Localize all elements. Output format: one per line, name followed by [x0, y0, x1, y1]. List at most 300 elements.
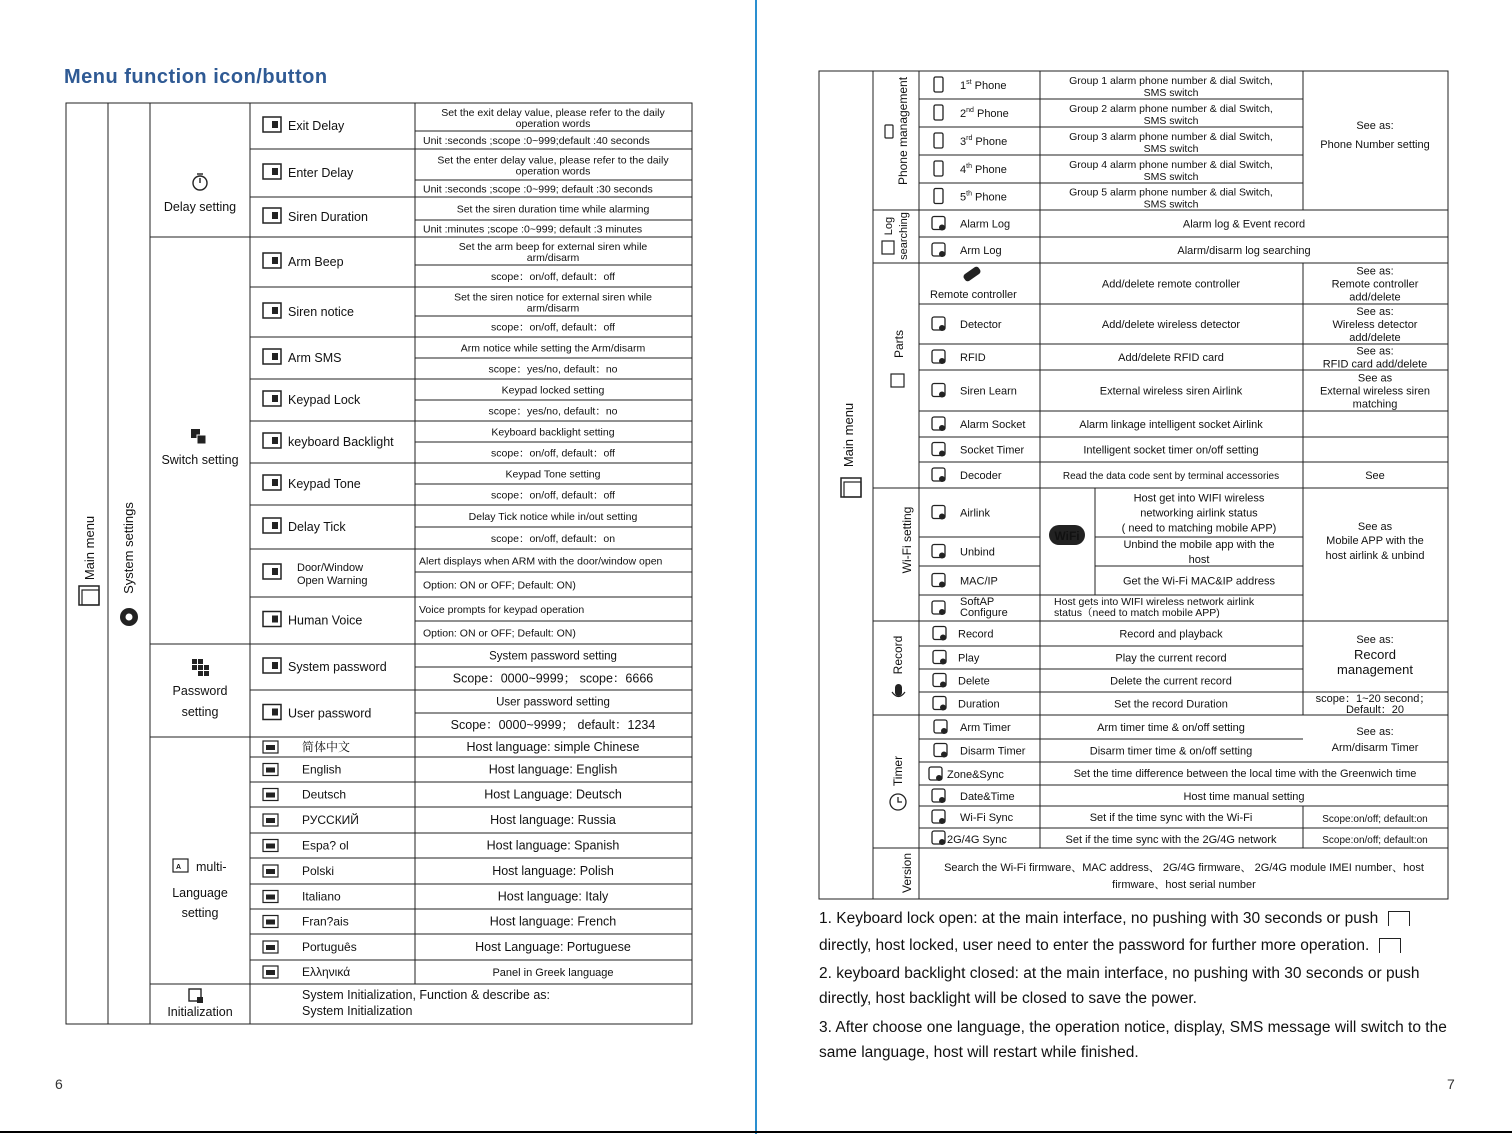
- timer-name: Arm Timer: [960, 722, 1011, 734]
- item-icon: [932, 350, 945, 364]
- note-3-line-1: 3. After choose one language, the operation notice, display, SMS message will switch to the: [819, 1019, 1447, 1036]
- setting-name: Enter Delay: [288, 166, 354, 180]
- page-title: Menu function icon/button: [64, 66, 328, 88]
- language-name: Espa? ol: [302, 838, 349, 853]
- section-log-label-1: Log: [883, 216, 895, 236]
- language-icon: [263, 789, 278, 801]
- item-icon: [932, 468, 945, 482]
- phone-row[interactable]: [934, 131, 1273, 155]
- part-name: Decoder: [960, 470, 1002, 482]
- part-desc: Intelligent socket timer on/off setting: [1083, 444, 1259, 457]
- part-desc: External wireless siren Airlink: [1099, 385, 1243, 398]
- part-see-see2: Wireless detector: [1332, 319, 1418, 331]
- language-name: English: [302, 762, 342, 777]
- setting-desc: User password setting: [496, 696, 610, 709]
- record-row[interactable]: [933, 627, 1223, 641]
- softap-desc: Host gets into WIFI wireless network airlink: [1054, 596, 1255, 608]
- language-name: Fran?ais: [302, 914, 349, 929]
- zone-desc: Set the time difference between the local time with the Greenwich time: [1073, 768, 1417, 780]
- setting-row: [263, 343, 645, 376]
- keypad-lock-icon-2: [1379, 938, 1401, 953]
- timer-see-link: Arm/disarm Timer: [1331, 742, 1419, 754]
- setting-row: [263, 604, 584, 640]
- part-row[interactable]: [932, 417, 1263, 431]
- part-row[interactable]: [932, 468, 1385, 482]
- password-setting-label-1: Password: [172, 684, 228, 698]
- g4-sync-row[interactable]: [932, 831, 1428, 846]
- setting-desc: Set the enter delay value, please refer to the daily: [437, 154, 669, 167]
- setting-row: [263, 107, 666, 147]
- setting-name: User password: [288, 706, 372, 721]
- wifi-desc-d2: host: [1188, 554, 1210, 566]
- item-icon: [932, 443, 945, 457]
- language-name: Deutsch: [302, 787, 347, 802]
- remote-icon: [962, 266, 981, 283]
- timer-row[interactable]: [934, 744, 1252, 758]
- phone-desc: Group 5 alarm phone number & dial Switch,: [1069, 186, 1273, 199]
- wifisync-desc: Set if the time sync with the Wi-Fi: [1089, 812, 1253, 824]
- setting-row: [263, 292, 652, 334]
- wifi-logo: [1049, 525, 1085, 545]
- setting-scope: Scope：0000~9999； default：1234: [450, 718, 656, 732]
- setting-name: keyboard Backlight: [288, 435, 394, 449]
- phone-desc-2: SMS switch: [1143, 87, 1199, 99]
- language-icon: [263, 966, 278, 978]
- log-desc: Alarm log & Event record: [1182, 218, 1306, 231]
- part-see: See: [1365, 470, 1385, 482]
- wifi-see-link-2: host airlink & unbind: [1325, 550, 1425, 562]
- wifi-desc-d1: Unbind the mobile app with the: [1123, 539, 1275, 551]
- setting-icon: [263, 612, 281, 627]
- item-icon: [932, 601, 945, 615]
- log-name: Arm Log: [960, 245, 1002, 257]
- language-name: Ελληνικά: [302, 965, 351, 979]
- setting-desc: Keypad Tone setting: [505, 468, 601, 481]
- setting-icon: [263, 658, 281, 673]
- note-1-line-1: 1. Keyboard lock open: at the main interface, no pushing with 30 seconds or push: [819, 910, 1410, 928]
- item-icon: [932, 217, 945, 231]
- note-2-line-2: directly, host backlight will be closed to save the power.: [819, 990, 1197, 1007]
- setting-name: Keypad Lock: [288, 393, 361, 407]
- setting-desc: Arm notice while setting the Arm/disarm: [460, 342, 646, 355]
- phone-row[interactable]: [934, 159, 1273, 183]
- part-row[interactable]: [932, 443, 1259, 457]
- wifi-name: MAC/IP: [960, 575, 998, 588]
- password-setting-label-2: setting: [181, 705, 219, 719]
- wifi-sync-row[interactable]: [932, 810, 1428, 825]
- right-main-menu-label: Main menu: [841, 402, 856, 468]
- setting-row: [263, 155, 669, 196]
- setting-desc: Keypad locked setting: [501, 384, 605, 397]
- item-icon: [933, 651, 946, 665]
- setting-icon: [263, 303, 281, 318]
- phone-desc-2: SMS switch: [1143, 115, 1199, 127]
- setting-scope: scope：on/off, default：off: [491, 489, 615, 502]
- setting-icon: [263, 564, 281, 579]
- wifi-name: Unbind: [960, 546, 995, 559]
- setting-name: Siren Duration: [288, 210, 368, 224]
- setting-scope: Unit :seconds ;scope :0~999; default :30 seconds: [423, 183, 653, 196]
- language-desc: Host language: French: [489, 914, 617, 929]
- language-desc: Host language: English: [488, 762, 618, 777]
- setting-scope: Unit :seconds ;scope :0~999;default :40 seconds: [423, 135, 650, 147]
- setting-icon: [263, 433, 281, 448]
- record-name: Record: [958, 628, 994, 641]
- item-icon: [934, 744, 947, 758]
- setting-desc: Delay Tick notice while in/out setting: [468, 511, 638, 523]
- item-icon: [932, 810, 945, 824]
- section-record-label: Record: [891, 635, 905, 675]
- part-see-see2: External wireless siren: [1319, 385, 1431, 398]
- setting-name: System password: [288, 660, 387, 674]
- part-row[interactable]: [932, 306, 1418, 344]
- language-name: Polski: [302, 864, 335, 878]
- part-see-see1: See as:: [1356, 306, 1394, 318]
- phone-section-icon: [885, 125, 893, 138]
- section-parts-label: Parts: [892, 329, 906, 359]
- wifisync-scope: Scope:on/off; default:on: [1322, 814, 1428, 825]
- phone-desc: Group 2 alarm phone number & dial Switch,: [1069, 103, 1273, 115]
- part-name: Siren Learn: [960, 385, 1017, 398]
- log-row[interactable]: [932, 217, 1305, 231]
- part-desc: Add/delete RFID card: [1118, 352, 1224, 364]
- part-desc: Alarm linkage intelligent socket Airlink: [1079, 419, 1263, 431]
- part-see-see3: add/delete: [1349, 291, 1401, 304]
- record-see-link-2: management: [1337, 662, 1413, 677]
- version-desc-2: firmware、host serial number: [1112, 879, 1256, 891]
- initialization-label: Initialization: [167, 1005, 233, 1019]
- item-icon: [934, 720, 947, 734]
- setting-row: [263, 697, 655, 733]
- setting-name: Keypad Tone: [288, 477, 361, 491]
- setting-desc: Set the siren notice for external siren while: [454, 291, 652, 304]
- phone-icon: [934, 77, 943, 92]
- timer-row[interactable]: [934, 720, 1245, 734]
- section-log-label-2: searching: [898, 212, 910, 260]
- init-text-2: System Initialization: [302, 1004, 413, 1018]
- setting-name: Exit Delay: [288, 119, 345, 133]
- item-icon: [932, 831, 945, 845]
- part-name: Socket Timer: [960, 444, 1025, 457]
- part-see-see1: See as: [1357, 372, 1393, 385]
- language-row[interactable]: [263, 763, 617, 777]
- language-name: Italiano: [302, 889, 341, 904]
- language-desc: Host language: Polish: [492, 864, 614, 878]
- setting-row: [263, 241, 647, 283]
- phone-label: 2nd Phone: [960, 107, 1009, 120]
- phone-row[interactable]: [934, 103, 1273, 127]
- setting-desc: Alert displays when ARM with the door/window open: [419, 555, 663, 568]
- wifi-row[interactable]: [932, 574, 1275, 588]
- language-icon: [263, 916, 278, 928]
- timer-desc: Arm timer time & on/off setting: [1097, 722, 1245, 734]
- part-see-see2: Remote controller: [1331, 278, 1419, 291]
- language-desc: Host Language: Deutsch: [484, 787, 622, 802]
- item-icon: [933, 674, 946, 688]
- language-row[interactable]: [263, 739, 640, 754]
- setting-desc: Set the arm beep for external siren while: [458, 241, 648, 253]
- setting-name: Door/Window: [297, 562, 364, 574]
- language-row[interactable]: [263, 965, 614, 979]
- language-row[interactable]: [263, 788, 622, 802]
- part-see-see1: See as:: [1356, 345, 1394, 358]
- item-icon: [932, 506, 945, 520]
- item-icon: [932, 317, 945, 331]
- stopwatch-icon: [193, 174, 207, 190]
- note-3-line-2: same language, host will restart while finished.: [819, 1044, 1139, 1061]
- setting-desc: Set the siren duration time while alarming: [456, 203, 650, 216]
- item-icon: [932, 789, 945, 803]
- delay-setting-label: Delay setting: [163, 200, 237, 214]
- language-icon: [263, 814, 278, 826]
- language-name: РУССКИЙ: [302, 813, 359, 827]
- record-desc: Record and playback: [1119, 628, 1223, 641]
- setting-name: Siren notice: [288, 305, 355, 319]
- record-name: Delete: [958, 675, 990, 688]
- duration-scope: scope：1~20 second；: [1315, 693, 1431, 705]
- mic-section-icon: [892, 684, 905, 697]
- part-row[interactable]: [932, 346, 1427, 371]
- language-row[interactable]: [263, 839, 619, 853]
- setting-icon: [263, 475, 281, 490]
- part-see-see3: add/delete: [1349, 332, 1401, 344]
- record-see-as: See as:: [1356, 634, 1394, 646]
- item-icon: [932, 417, 945, 431]
- record-row[interactable]: [933, 651, 1227, 665]
- language-icon: [263, 941, 278, 953]
- phone-desc: Group 3 alarm phone number & dial Switch,: [1069, 131, 1273, 143]
- language-icon: [263, 865, 278, 877]
- part-desc: Add/delete remote controller: [1101, 278, 1241, 291]
- language-setting-label-2: Language: [172, 886, 228, 900]
- setting-icon: [263, 518, 281, 533]
- setting-icon: [263, 391, 281, 406]
- datetime-desc: Host time manual setting: [1183, 791, 1305, 803]
- language-icon: [263, 891, 278, 903]
- item-icon: [932, 384, 945, 398]
- record-row[interactable]: [933, 674, 1232, 688]
- wifi-desc-d1: Host get into WIFI wireless: [1133, 492, 1265, 505]
- log-row[interactable]: [932, 243, 1311, 257]
- setting-icon: [263, 705, 281, 720]
- log-desc: Alarm/disarm log searching: [1177, 245, 1311, 257]
- language-row[interactable]: [263, 812, 616, 827]
- part-name: Remote controller: [930, 289, 1017, 301]
- duration-scope-2: Default：20: [1345, 704, 1405, 716]
- setting-row: [263, 651, 653, 686]
- phone-row[interactable]: [934, 75, 1273, 99]
- phone-label: 1st Phone: [960, 79, 1007, 92]
- setting-name: Arm SMS: [288, 351, 342, 365]
- setting-icon: [263, 164, 281, 179]
- log-name: Alarm Log: [960, 218, 1011, 231]
- part-row[interactable]: [932, 373, 1430, 411]
- setting-desc-2: arm/disarm: [526, 252, 580, 264]
- wifisync-name: Wi-Fi Sync: [960, 812, 1014, 824]
- record-row[interactable]: [933, 697, 1228, 711]
- parts-section-icon: [891, 374, 904, 387]
- record-name: Play: [958, 652, 980, 665]
- setting-desc: Voice prompts for keypad operation: [419, 604, 585, 616]
- setting-scope: Option: ON or OFF; Default: ON): [423, 627, 576, 640]
- right-main-menu-icon: [841, 478, 861, 497]
- wifi-see-link: Mobile APP with the: [1326, 535, 1424, 547]
- setting-scope: scope：on/off, default：on: [490, 533, 616, 545]
- setting-scope: scope：yes/no, default：no: [488, 405, 618, 418]
- language-icon: [263, 840, 278, 852]
- phone-see-link: Phone Number setting: [1320, 139, 1430, 151]
- switch-setting-label: Switch setting: [161, 453, 239, 467]
- part-name: Detector: [960, 319, 1002, 331]
- softap-desc-2: status（need to match mobile APP): [1054, 607, 1220, 619]
- record-name: Duration: [958, 698, 1000, 711]
- note-2-line-1: 2. keyboard backlight closed: at the main interface, no pushing with 30 seconds or push: [819, 965, 1420, 982]
- setting-icon: [263, 117, 281, 132]
- item-icon: [932, 545, 945, 559]
- language-row[interactable]: [263, 915, 616, 929]
- section-wifi-label: Wi-Fi setting: [900, 506, 914, 574]
- record-desc: Play the current record: [1115, 652, 1227, 665]
- setting-desc: System password setting: [489, 650, 617, 663]
- phone-icon: [934, 161, 943, 176]
- part-row[interactable]: [930, 266, 1419, 304]
- datetime-name: Date&Time: [960, 791, 1015, 803]
- part-see-see3: matching: [1352, 398, 1398, 411]
- right-menu-table: [757, 0, 1512, 900]
- part-name: Alarm Socket: [960, 419, 1026, 431]
- phone-see-as: See as:: [1356, 120, 1394, 132]
- setting-row: [263, 427, 615, 460]
- setting-scope: scope：on/off, default：off: [491, 271, 615, 283]
- setting-scope: scope：on/off, default：off: [491, 321, 615, 334]
- language-row[interactable]: [263, 940, 631, 954]
- setting-desc: Set the exit delay value, please refer to the daily: [441, 107, 665, 119]
- language-row[interactable]: [263, 864, 614, 878]
- phone-desc-2: SMS switch: [1143, 143, 1199, 155]
- phone-icon: [934, 133, 943, 148]
- page-number-left: 6: [55, 1076, 63, 1092]
- phone-label: 5th Phone: [960, 190, 1007, 204]
- wifi-row[interactable]: [932, 493, 1276, 535]
- phone-label: 4th Phone: [960, 163, 1007, 176]
- zone-sync-row[interactable]: [929, 767, 1416, 781]
- part-desc: Add/delete wireless detector: [1101, 319, 1241, 331]
- setting-scope: scope：yes/no, default：no: [488, 363, 618, 376]
- phone-desc-2: SMS switch: [1143, 171, 1199, 183]
- softap-name-2: Configure: [960, 607, 1008, 619]
- language-icon: [173, 859, 188, 872]
- switch-icon: [191, 429, 206, 444]
- part-see-see2: RFID card add/delete: [1322, 358, 1428, 371]
- wifi-desc-d3: ( need to matching mobile APP): [1121, 522, 1277, 535]
- wifi-logo-text: WiFi: [1054, 529, 1080, 543]
- version-row[interactable]: [944, 862, 1424, 891]
- setting-desc: Keyboard backlight setting: [491, 426, 615, 439]
- language-desc: Host language: Italy: [497, 889, 609, 904]
- language-desc: Host language: Spanish: [486, 838, 620, 853]
- part-name: RFID: [960, 352, 986, 364]
- setting-name-2: Open Warning: [297, 575, 368, 587]
- phone-icon: [934, 105, 943, 120]
- main-menu-icon: [79, 586, 99, 605]
- setting-icon: [263, 208, 281, 223]
- setting-icon: [263, 253, 281, 268]
- timer-name: Disarm Timer: [960, 745, 1026, 758]
- setting-name: Human Voice: [288, 613, 363, 628]
- setting-name: Arm Beep: [288, 255, 344, 269]
- phone-row[interactable]: [934, 187, 1273, 211]
- language-desc: Panel in Greek language: [492, 967, 614, 979]
- setting-scope: scope：on/off, default：off: [491, 447, 615, 460]
- record-desc: Delete the current record: [1110, 675, 1232, 688]
- phone-desc: Group 1 alarm phone number & dial Switch,: [1069, 75, 1273, 87]
- phone-desc-2: SMS switch: [1143, 198, 1199, 211]
- keypad-icon: [192, 659, 209, 676]
- language-row[interactable]: [263, 890, 609, 904]
- setting-name: Delay Tick: [288, 520, 346, 534]
- note-1-line-2: directly, host locked, user need to enter the password for further more operation.: [819, 937, 1401, 955]
- language-icon: [263, 741, 278, 753]
- item-icon: [932, 243, 945, 257]
- item-icon: [933, 697, 946, 711]
- setting-icon: [263, 349, 281, 364]
- main-menu-label: Main menu: [82, 515, 97, 581]
- setting-desc-2: operation words: [515, 118, 591, 130]
- record-desc: Set the record Duration: [1114, 698, 1228, 711]
- part-see-see1: See as:: [1356, 265, 1394, 278]
- setting-row: [263, 469, 615, 502]
- keypad-lock-icon: [1388, 911, 1410, 926]
- initialization-icon: [189, 989, 203, 1003]
- language-name: Português: [302, 940, 357, 954]
- setting-desc-2: operation words: [515, 165, 591, 178]
- page-number-right: 7: [1447, 1076, 1455, 1092]
- wifi-name: Airlink: [960, 507, 990, 520]
- log-section-icon: [882, 241, 894, 254]
- g4sync-desc: Set if the time sync with the 2G/4G network: [1065, 834, 1277, 846]
- timer-see-as: See as:: [1356, 726, 1394, 738]
- setting-scope: Scope：0000~9999； scope：6666: [452, 671, 654, 686]
- svg-text:A: A: [176, 864, 182, 871]
- language-name: 简体中文: [302, 740, 351, 754]
- section-phone-label: Phone management: [896, 76, 910, 186]
- wifi-row[interactable]: [932, 539, 1275, 566]
- setting-scope: Unit :minutes ;scope :0~999; default :3 minutes: [423, 223, 643, 236]
- timer-desc: Disarm timer time & on/off setting: [1089, 745, 1253, 758]
- g4sync-name: 2G/4G Sync: [947, 834, 1007, 846]
- zone-name: Zone&Sync: [947, 769, 1004, 781]
- wifi-see-as: See as: [1357, 521, 1393, 533]
- item-icon: [932, 574, 945, 588]
- softap-row[interactable]: [932, 596, 1255, 619]
- wifi-desc-d1: Get the Wi-Fi MAC&IP address: [1122, 575, 1276, 588]
- language-icon: [263, 764, 278, 776]
- wifi-desc-d2: networking airlink status: [1140, 507, 1258, 520]
- language-desc: Host language: simple Chinese: [466, 740, 640, 754]
- language-setting-label-3: setting: [181, 906, 219, 920]
- setting-scope: Option: ON or OFF; Default: ON): [423, 579, 576, 592]
- language-desc: Host Language: Portuguese: [475, 940, 631, 954]
- init-text-1: System Initialization, Function & describe as:: [302, 988, 551, 1002]
- gear-icon: [120, 608, 138, 626]
- record-see-link: Record: [1354, 647, 1396, 662]
- phone-icon: [934, 189, 943, 204]
- item-icon: [933, 627, 946, 641]
- date-time-row[interactable]: [932, 789, 1305, 803]
- part-desc: Read the data code sent by terminal accessories: [1062, 471, 1280, 482]
- phone-desc: Group 4 alarm phone number & dial Switch,: [1069, 159, 1273, 171]
- item-icon: [929, 767, 942, 781]
